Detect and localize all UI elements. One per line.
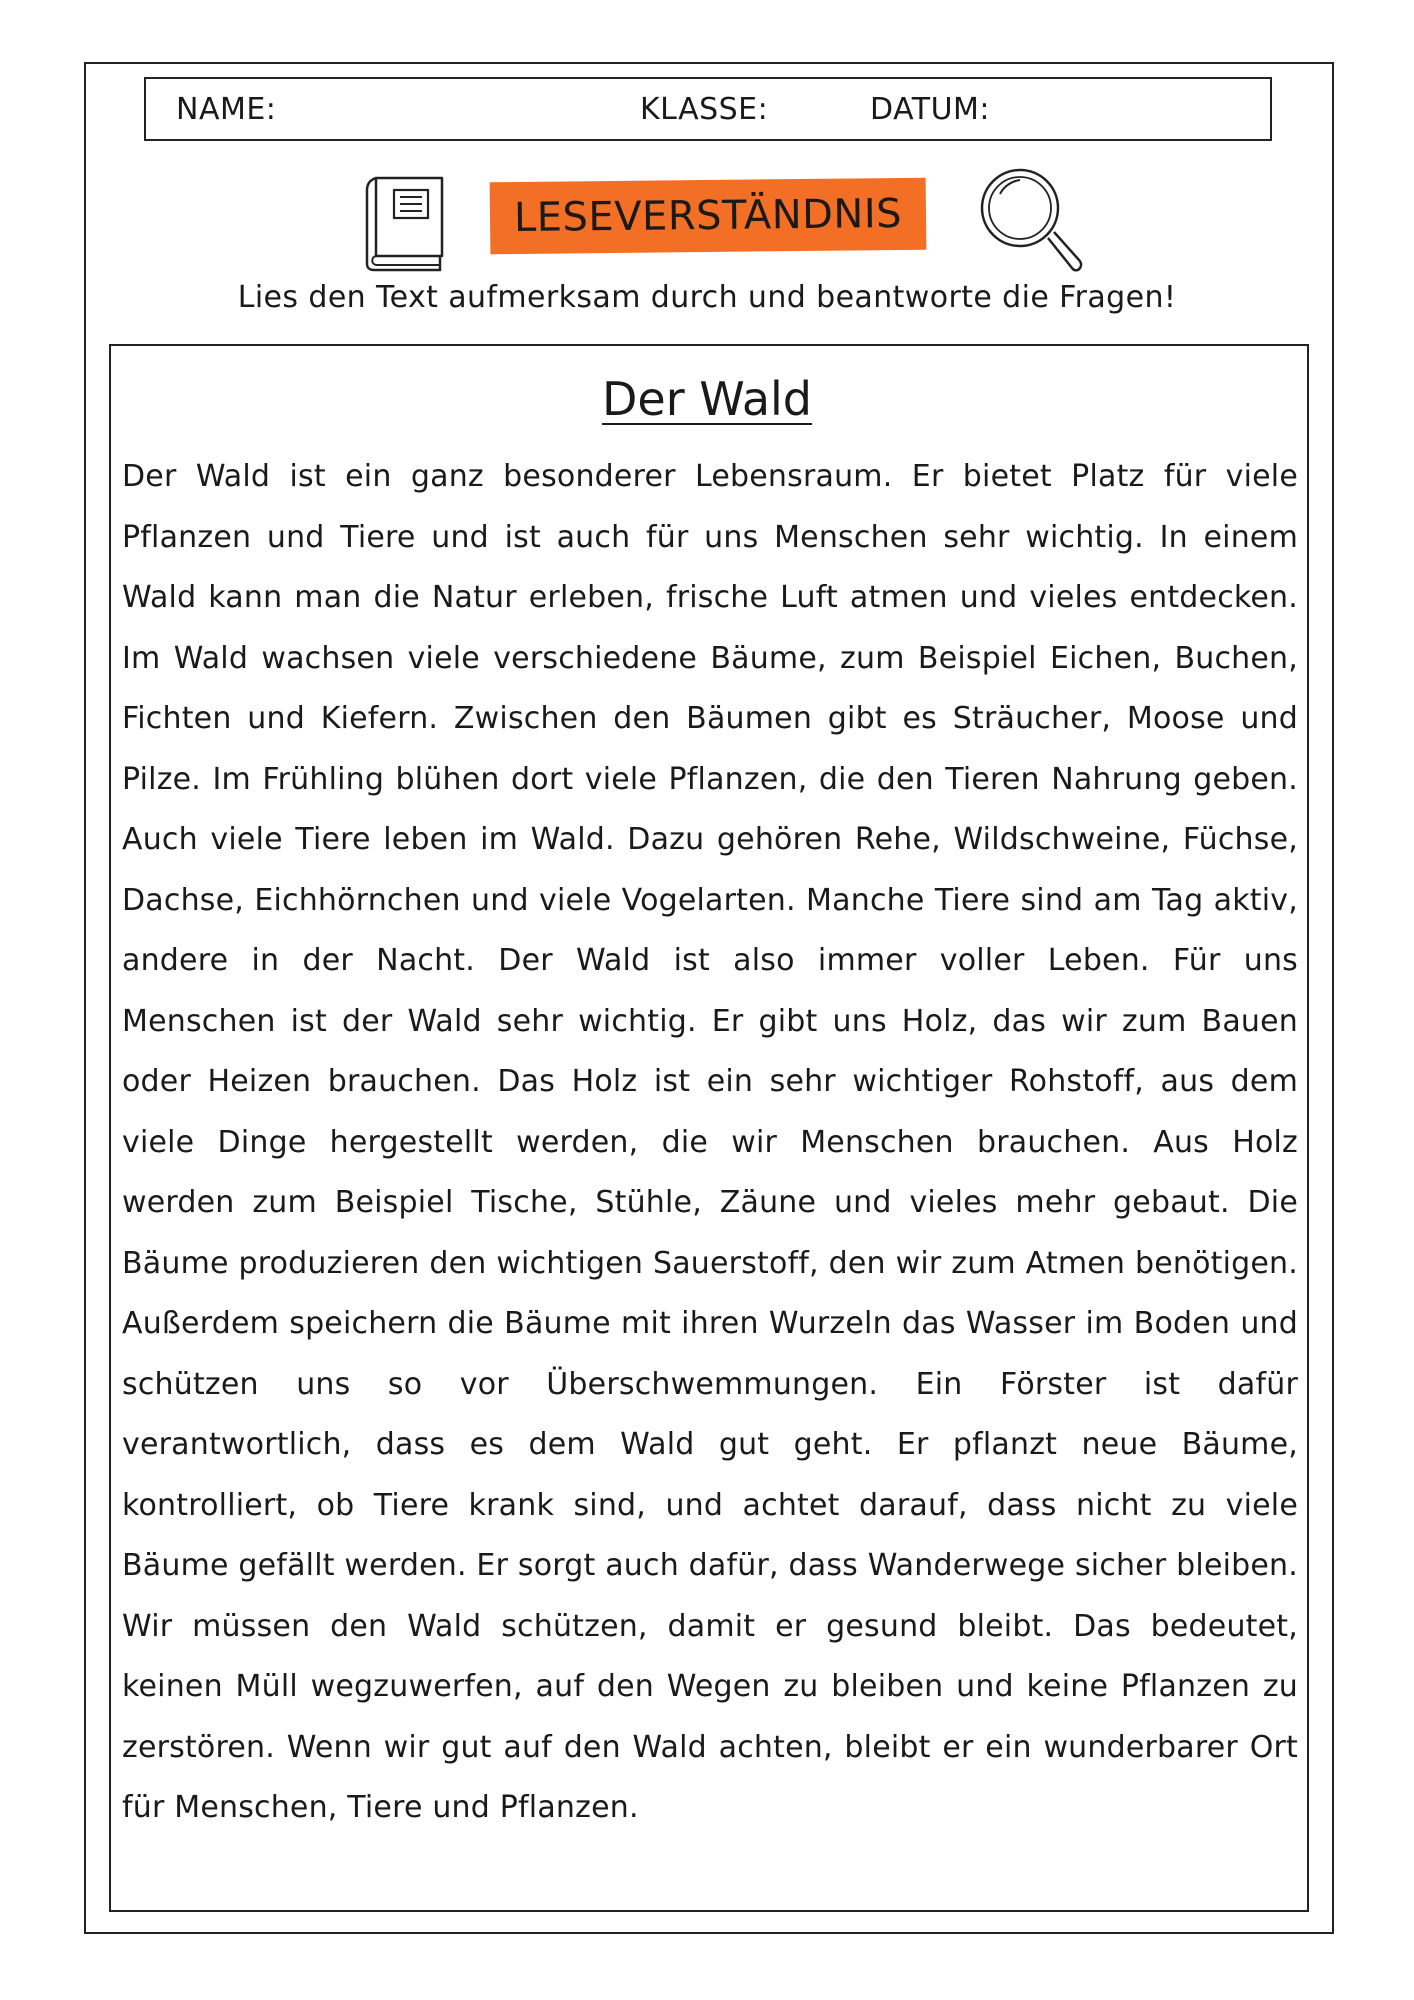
task-instruction: Lies den Text aufmerksam durch und beantworte die Fragen! xyxy=(237,280,1177,315)
story-body: Der Wald ist ein ganz besonderer Lebensraum. Er bietet Platz für viele Pflanzen und Tiere und ist auch für uns Menschen sehr wichtig. In einem Wald kann man die Natur erleben, frische Luft atmen und vieles entdecken. Im Wald wachsen viele verschiedene Bäume, zum Beispiel Eichen, Buchen, Fichten und Kiefern. Zwischen den Bäumen gibt es Sträucher, Moose und Pilze. Im Frühling blühen dort viele Pflanzen, die den Tieren Nahrung geben. Auch viele Tiere leben im Wald. Dazu gehören Rehe, Wildschweine, Füchse, Dachse, Eichhörnchen und viele Vogelarten. Manche Tiere sind am Tag aktiv, andere in der Nacht. Der Wald ist also immer voller Leben. Für uns Menschen ist der Wald sehr wichtig. Er gibt uns Holz, das wir zum Bauen oder Heizen brauchen. Das Holz ist ein sehr wichtiger Rohstoff, aus dem viele Dinge hergestellt werden, die wir Menschen brauchen. Aus Holz werden zum Beispiel Tische, Stühle, Zäune und vieles mehr gebaut. Die Bäume produzieren den wichtigen Sauerstoff, den wir zum Atmen benötigen. Außerdem speichern die Bäume mit ihren Wurzeln das Wasser im Boden und schützen uns so vor Überschwemmungen. Ein Förster ist dafür verantwortlich, dass es dem Wald gut geht. Er pflanzt neue Bäume, kontrolliert, ob Tiere krank sind, und achtet darauf, dass nicht zu viele Bäume gefällt werden. Er sorgt auch dafür, dass Wanderwege sicher bleiben. Wir müssen den Wald schützen, damit er gesund bleibt. Das bedeutet, keinen Müll wegzuwerfen, auf den Wegen zu bleiben und keine Pflanzen zu zerstören. Wenn wir gut auf den Wald achten, bleibt er ein wunderbarer Ort für Menschen, Tiere und Pflanzen. xyxy=(122,459,1298,1825)
book-icon xyxy=(362,172,446,272)
class-field-label[interactable]: KLASSE: xyxy=(640,92,769,127)
date-field-label[interactable]: DATUM: xyxy=(870,92,991,127)
name-field-label[interactable]: NAME: xyxy=(176,92,277,127)
story-title: Der Wald xyxy=(602,372,812,426)
student-info-header xyxy=(144,77,1272,141)
worksheet-title-badge: LESEVERSTÄNDNIS xyxy=(490,178,927,255)
magnifier-icon xyxy=(976,164,1084,276)
